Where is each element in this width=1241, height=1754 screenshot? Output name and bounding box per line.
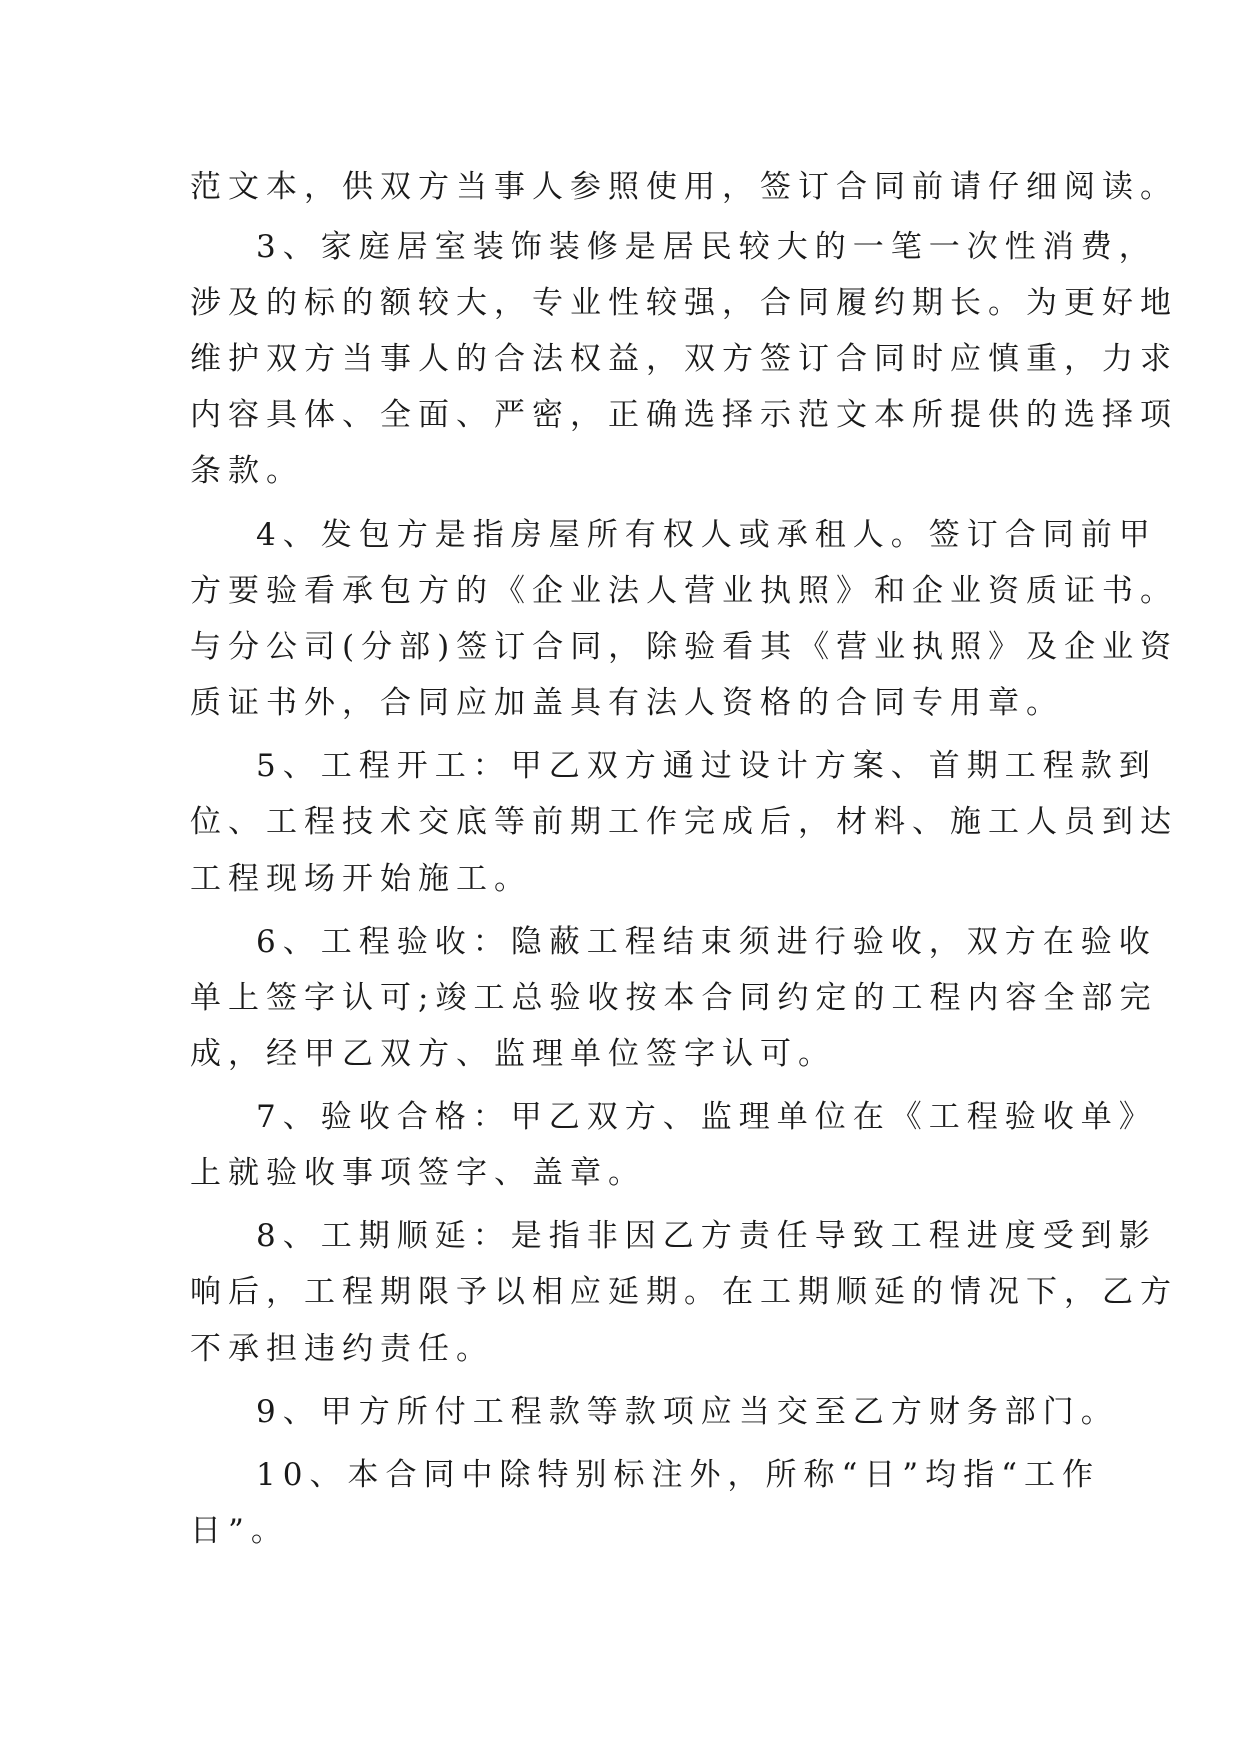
text-line: 4、发包方是指房屋所有权人或承租人。签订合同前甲 bbox=[256, 517, 1157, 553]
text-line: 涉及的标的额较大，专业性较强，合同履约期长。为更好地 bbox=[190, 285, 1178, 321]
text-line: 范文本，供双方当事人参照使用，签订合同前请仔细阅读。 bbox=[190, 169, 1178, 205]
text-line: 方要验看承包方的《企业法人营业执照》和企业资质证书。 bbox=[190, 573, 1178, 609]
text-line: 单上签字认可;竣工总验收按本合同约定的工程内容全部完 bbox=[190, 980, 1158, 1016]
text-line: 工程现场开始施工。 bbox=[190, 861, 532, 897]
text-line: 维护双方当事人的合法权益，双方签订合同时应慎重，力求 bbox=[190, 341, 1178, 377]
text-line: 上就验收事项签字、盖章。 bbox=[190, 1155, 646, 1191]
text-line: 质证书外，合同应加盖具有法人资格的合同专用章。 bbox=[190, 685, 1064, 721]
text-line: 条款。 bbox=[190, 453, 304, 489]
text-line: 日”。 bbox=[190, 1513, 289, 1549]
text-line: 9、甲方所付工程款等款项应当交至乙方财务部门。 bbox=[256, 1394, 1119, 1430]
text-line: 7、验收合格：甲乙双方、监理单位在《工程验收单》 bbox=[256, 1099, 1157, 1135]
text-line: 不承担违约责任。 bbox=[190, 1331, 494, 1367]
text-line: 5、工程开工：甲乙双方通过设计方案、首期工程款到 bbox=[256, 748, 1157, 784]
text-line: 8、工期顺延：是指非因乙方责任导致工程进度受到影 bbox=[256, 1218, 1157, 1254]
text-line: 3、家庭居室装饰装修是居民较大的一笔一次性消费， bbox=[256, 229, 1157, 265]
text-line: 与分公司(分部)签订合同，除验看其《营业执照》及企业资 bbox=[190, 629, 1179, 665]
text-line: 内容具体、全面、严密，正确选择示范文本所提供的选择项 bbox=[190, 397, 1178, 433]
text-line: 响后，工程期限予以相应延期。在工期顺延的情况下，乙方 bbox=[190, 1274, 1178, 1310]
text-line: 位、工程技术交底等前期工作完成后，材料、施工人员到达 bbox=[190, 804, 1178, 840]
text-line: 10、本合同中除特别标注外，所称“日”均指“工作 bbox=[256, 1457, 1100, 1493]
text-line: 6、工程验收：隐蔽工程结束须进行验收，双方在验收 bbox=[256, 924, 1157, 960]
text-line: 成，经甲乙双方、监理单位签字认可。 bbox=[190, 1036, 836, 1072]
